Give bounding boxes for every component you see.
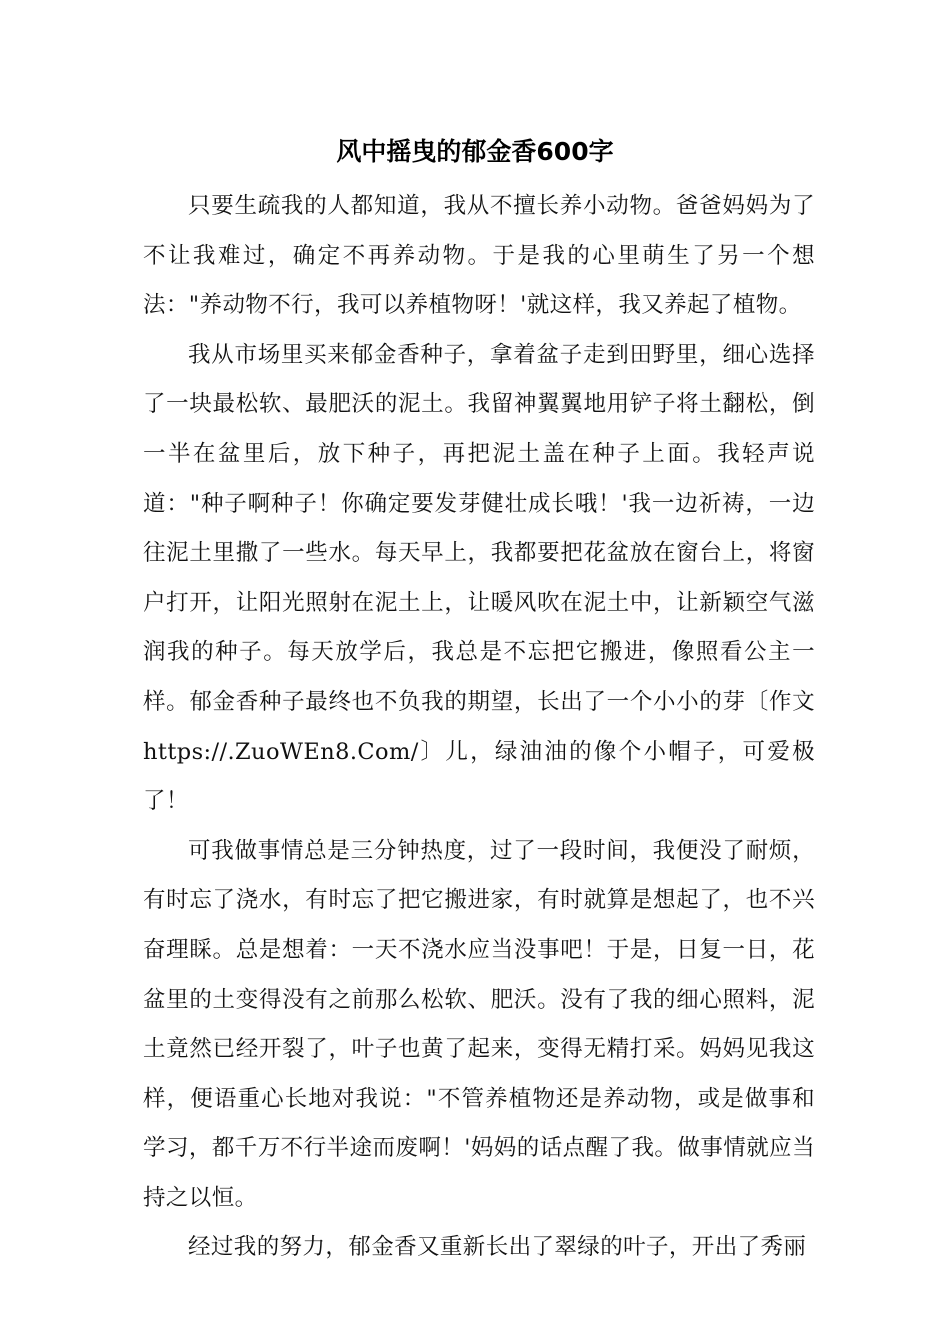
paragraph-4: 经过我的努力，郁金香又重新长出了翠绿的叶子，开出了秀丽	[188, 1234, 807, 1261]
essay-body	[143, 182, 815, 1273]
paragraph-1: 只要生疏我的人都知道，我从不擅长养小动物。爸爸妈妈为了不让我难过，确定不再养动物。于是我的心里萌生了另一个想法："养动物不行，我可以养植物呀！'就这样，我又养起了植物。	[143, 193, 815, 319]
paragraph-2: 我从市场里买来郁金香种子，拿着盆子走到田野里，细心选择了一块最松软、最肥沃的泥土。我留神翼翼地用铲子将土翻松，倒一半在盆里后，放下种子，再把泥土盖在种子上面。我轻声说道："种子啊种子！你确定要发芽健壮成长哦！'我一边祈祷，一边往泥土里撒了一些水。每天早上，我都要把花盆放在窗台上，将窗户打开，让阳光照射在泥土上，让暖风吹在泥土中，让新颖空气滋润我的种子。每天放学后，我总是不忘把它搬进，像照看公主一样。郁金香种子最终也不负我的期望，长出了一个小小的芽〔作文https://.ZuoWEn8.Com/〕儿，绿油油的像个小帽子，可爱极了！	[143, 341, 815, 815]
page-title: 风中摇曳的郁金香600字	[336, 137, 614, 166]
paragraph-3: 可我做事情总是三分钟热度，过了一段时间，我便没了耐烦，有时忘了浇水，有时忘了把它搬进家，有时就算是想起了，也不兴奋理睬。总是想着：一天不浇水应当没事吧！于是，日复一日，花盆里的土变得没有之前那么松软、肥沃。没有了我的细心照料，泥土竟然已经开裂了，叶子也黄了起来，变得无精打采。妈妈见我这样，便语重心长地对我说："不管养植物还是养动物，或是做事和学习，都千万不行半途而废啊！'妈妈的话点醒了我。做事情就应当持之以恒。	[143, 837, 815, 1211]
